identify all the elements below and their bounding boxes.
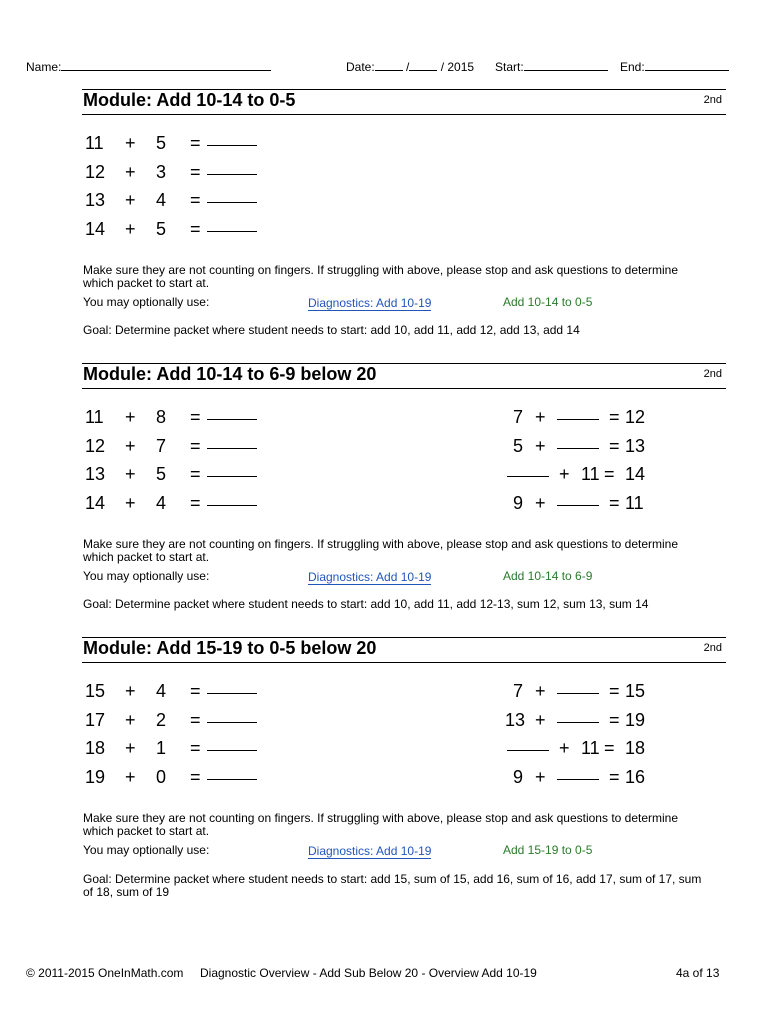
addend-a: 7 — [513, 681, 524, 701]
addend-a: 14 — [85, 492, 106, 513]
addend-a: 19 — [85, 766, 106, 787]
addend-b: 7 — [156, 435, 167, 456]
problem-row — [505, 763, 665, 791]
packet-link[interactable]: Add 10-14 to 6-9 — [503, 569, 593, 583]
module-header — [82, 637, 726, 663]
equals-sign: = — [190, 161, 201, 182]
equals-sign: = — [190, 218, 201, 239]
problem-row — [505, 734, 665, 762]
equals-sign: = — [609, 407, 620, 427]
module-note: Make sure they are not counting on fingers. If struggling with above, please stop and ask questions to determine which packet to start at. — [83, 537, 679, 564]
packet-link[interactable]: Add 10-14 to 0-5 — [503, 295, 593, 309]
start-field[interactable] — [495, 58, 608, 74]
problem-row — [85, 158, 265, 186]
plus-sign: + — [535, 435, 546, 456]
addend-b: 4 — [156, 190, 167, 210]
plus-sign: + — [535, 492, 546, 513]
addend-a: 13 — [85, 464, 106, 484]
date-month-line[interactable] — [375, 58, 403, 71]
footer-copyright: © 2011-2015 OneInMath.com — [26, 966, 184, 980]
addend-b: 1 — [156, 738, 167, 758]
plus-sign: + — [125, 464, 136, 484]
equals-sign: = — [609, 766, 620, 787]
grade-label: 2nd — [703, 642, 722, 654]
equals-sign: = — [190, 681, 201, 701]
addend-a: 11 — [85, 407, 104, 427]
equals-sign: = — [604, 464, 615, 484]
optional-label: You may optionally use: — [83, 295, 210, 309]
packet-link[interactable]: Add 15-19 to 0-5 — [503, 843, 593, 857]
problem-row — [85, 129, 265, 157]
module-title: Module: Add 15-19 to 0-5 below 20 — [83, 638, 377, 658]
module-goal: Goal: Determine packet where student needs to start: add 10, add 11, add 12, add 13, add 14 — [83, 323, 580, 337]
addend-a: 13 — [85, 190, 106, 210]
plus-sign: + — [125, 681, 136, 701]
sum-value: 15 — [625, 681, 646, 701]
equals-sign: = — [190, 492, 201, 513]
problem-row — [85, 763, 265, 791]
module-2 — [82, 363, 726, 389]
equals-sign: = — [604, 738, 615, 758]
plus-sign: + — [125, 133, 136, 153]
answer-blank[interactable] — [207, 677, 257, 694]
module-header — [82, 363, 726, 389]
answer-blank[interactable] — [207, 489, 257, 506]
sum-value: 14 — [625, 464, 646, 484]
equals-sign: = — [609, 681, 620, 701]
answer-blank[interactable] — [507, 734, 549, 751]
equals-sign: = — [190, 738, 201, 758]
diagnostics-link[interactable]: Diagnostics: Add 10-19 — [308, 296, 432, 310]
date-day-line[interactable] — [409, 58, 437, 71]
plus-sign: + — [125, 492, 136, 513]
addend-a: 17 — [85, 709, 106, 730]
plus-sign: + — [535, 407, 546, 427]
addend-a: 18 — [85, 738, 106, 758]
addend-b: 4 — [156, 681, 167, 701]
diagnostics-link[interactable]: Diagnostics: Add 10-19 — [308, 570, 432, 584]
equals-sign: = — [190, 190, 201, 210]
date-label: Date: — [346, 60, 375, 74]
equals-sign: = — [190, 133, 201, 153]
problem-row — [505, 489, 665, 517]
plus-sign: + — [125, 218, 136, 239]
plus-sign: + — [125, 161, 136, 182]
addend-a: 11 — [85, 133, 104, 153]
problem-row — [85, 186, 265, 214]
name-field[interactable] — [26, 58, 271, 74]
module-header — [82, 89, 726, 115]
addend-a: 13 — [505, 709, 526, 730]
name-line[interactable] — [61, 58, 271, 71]
problem-row — [85, 460, 265, 488]
problem-row — [85, 677, 265, 705]
module-note: Make sure they are not counting on fingers. If struggling with above, please stop and ask questions to determine which packet to start at. — [83, 263, 679, 290]
problem-row — [85, 734, 265, 762]
sum-value: 19 — [625, 709, 646, 730]
answer-blank[interactable] — [557, 763, 599, 780]
sum-value: 18 — [625, 738, 646, 758]
plus-sign: + — [535, 709, 546, 730]
equals-sign: = — [190, 407, 201, 427]
problem-row — [85, 706, 265, 734]
plus-sign: + — [535, 681, 546, 701]
problem-row — [505, 706, 665, 734]
optional-label: You may optionally use: — [83, 569, 210, 583]
sum-value: 11 — [625, 492, 644, 513]
answer-blank[interactable] — [557, 403, 599, 420]
problem-row — [505, 432, 665, 460]
answer-blank[interactable] — [557, 706, 599, 723]
equals-sign: = — [609, 709, 620, 730]
addend-b: 5 — [156, 133, 167, 153]
module-note: Make sure they are not counting on fingers. If struggling with above, please stop and ask questions to determine which packet to start at. — [83, 811, 679, 838]
answer-blank[interactable] — [207, 763, 257, 780]
plus-sign: + — [125, 738, 136, 758]
sum-value: 16 — [625, 766, 646, 787]
equals-sign: = — [190, 464, 201, 484]
module-1 — [82, 89, 726, 115]
addend-b: 8 — [156, 407, 167, 427]
addend-b: 11 — [581, 464, 600, 484]
problem-row — [85, 215, 265, 243]
answer-blank[interactable] — [207, 186, 257, 203]
answer-blank[interactable] — [207, 215, 257, 232]
plus-sign: + — [535, 766, 546, 787]
start-line[interactable] — [524, 58, 608, 71]
module-3 — [82, 637, 726, 663]
start-label: Start: — [495, 60, 524, 74]
plus-sign: + — [559, 464, 570, 484]
end-label: End: — [620, 60, 645, 74]
addend-a: 5 — [513, 435, 524, 456]
plus-sign: + — [125, 435, 136, 456]
plus-sign: + — [559, 738, 570, 758]
answer-blank[interactable] — [207, 706, 257, 723]
sum-value: 12 — [625, 407, 646, 427]
addend-b: 0 — [156, 766, 167, 787]
plus-sign: + — [125, 190, 136, 210]
date-year: / 2015 — [440, 60, 475, 74]
plus-sign: + — [125, 766, 136, 787]
answer-blank[interactable] — [207, 432, 257, 449]
equals-sign: = — [609, 435, 620, 456]
grade-label: 2nd — [703, 368, 722, 380]
equals-sign: = — [190, 766, 201, 787]
addend-a: 9 — [513, 492, 524, 513]
answer-blank[interactable] — [557, 432, 599, 449]
problem-row — [505, 677, 665, 705]
answer-blank[interactable] — [207, 129, 257, 146]
date-separator: / — [406, 60, 410, 74]
addend-a: 14 — [85, 218, 106, 239]
problem-row — [85, 489, 265, 517]
module-title: Module: Add 10-14 to 0-5 — [83, 90, 296, 110]
answer-blank[interactable] — [557, 677, 599, 694]
answer-blank[interactable] — [207, 403, 257, 420]
addend-b: 4 — [156, 492, 167, 513]
addend-a: 7 — [513, 407, 524, 427]
addend-b: 5 — [156, 218, 167, 239]
problem-row — [85, 403, 265, 431]
end-field[interactable] — [620, 58, 729, 74]
addend-a: 12 — [85, 435, 106, 456]
problem-row — [505, 460, 665, 488]
answer-blank[interactable] — [207, 460, 257, 477]
equals-sign: = — [190, 435, 201, 456]
addend-a: 12 — [85, 161, 106, 182]
addend-b: 11 — [581, 738, 600, 758]
sum-value: 13 — [625, 435, 646, 456]
name-label: Name: — [26, 60, 62, 74]
addend-a: 9 — [513, 766, 524, 787]
equals-sign: = — [190, 709, 201, 730]
answer-blank[interactable] — [557, 489, 599, 506]
answer-blank[interactable] — [207, 734, 257, 751]
equals-sign: = — [609, 492, 620, 513]
answer-blank[interactable] — [207, 158, 257, 175]
module-goal: Goal: Determine packet where student needs to start: add 15, sum of 15, add 16, sum of 16, add 17, sum of 17, sum of 18, sum of 19 — [83, 872, 702, 899]
addend-b: 5 — [156, 464, 167, 484]
addend-a: 15 — [85, 681, 106, 701]
footer-page-number: 4a of 13 — [676, 966, 720, 980]
problem-row — [505, 403, 665, 431]
plus-sign: + — [125, 407, 136, 427]
problem-row — [85, 432, 265, 460]
module-title: Module: Add 10-14 to 6-9 below 20 — [83, 364, 377, 384]
end-line[interactable] — [645, 58, 729, 71]
grade-label: 2nd — [703, 94, 722, 106]
addend-b: 3 — [156, 161, 167, 182]
plus-sign: + — [125, 709, 136, 730]
footer-doc-title: Diagnostic Overview - Add Sub Below 20 - Overview Add 10-19 — [200, 966, 537, 980]
diagnostics-link[interactable]: Diagnostics: Add 10-19 — [308, 844, 432, 858]
addend-b: 2 — [156, 709, 167, 730]
date-field[interactable] — [346, 58, 474, 74]
optional-label: You may optionally use: — [83, 843, 210, 857]
module-goal: Goal: Determine packet where student needs to start: add 10, add 11, add 12-13, sum 12, sum 13, sum 14 — [83, 597, 649, 611]
answer-blank[interactable] — [507, 460, 549, 477]
